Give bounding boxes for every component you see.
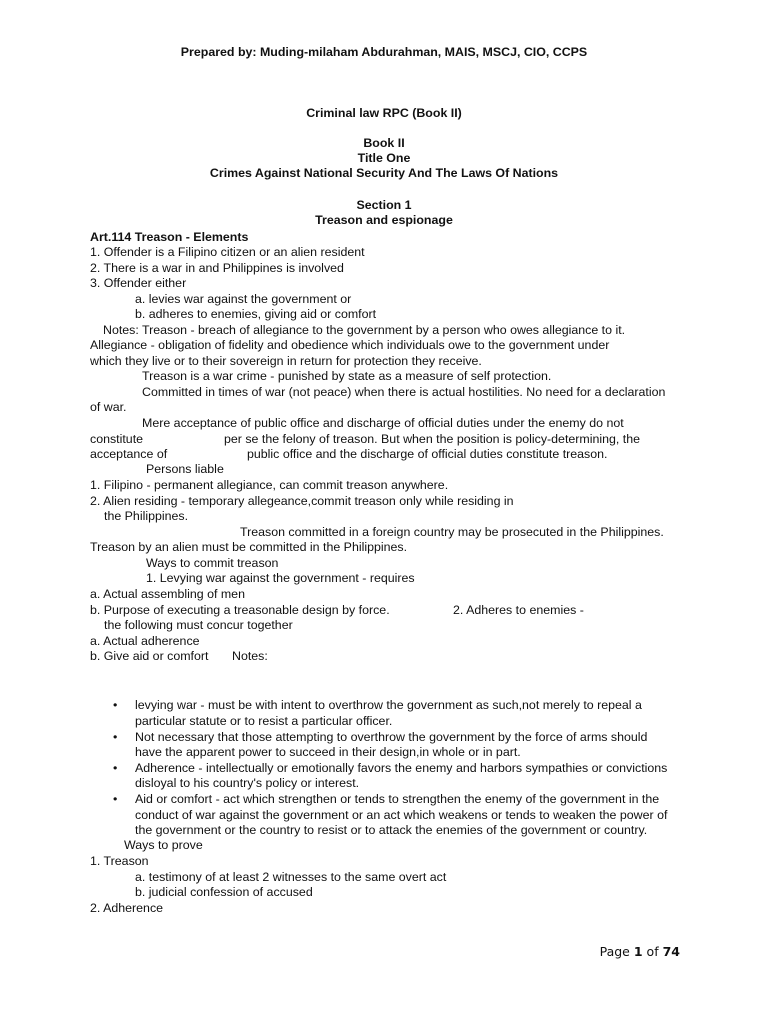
crimes-heading: Crimes Against National Security And The Laws Of Nations xyxy=(209,166,559,180)
person-1: 1. Filipino - permanent allegiance, can commit treason anywhere. xyxy=(90,478,449,492)
element-3a: a. levies war against the government or xyxy=(135,292,352,306)
element-3b: b. adheres to enemies, giving aid or comfort xyxy=(135,307,377,321)
section-name: Treason and espionage xyxy=(315,213,453,227)
foreign-country-line: Treason committed in a foreign country may be prosecuted in the Philippines. xyxy=(240,525,664,539)
way-2: 2. Adheres to enemies - xyxy=(453,603,584,617)
bullet-icon: • xyxy=(113,792,118,806)
bullet-2-line-2: have the apparent power to succeed in their design,in whole or in part. xyxy=(135,745,521,759)
bullet-1-line-2: particular statute or to resist a particular officer. xyxy=(135,714,393,728)
total-pages: 74 xyxy=(662,944,680,959)
page-number-footer xyxy=(600,944,680,959)
adherence-b: b. Give aid or comfort xyxy=(90,649,209,663)
prove-treason: 1. Treason xyxy=(90,854,149,868)
book-heading: Book II xyxy=(363,136,405,150)
adherence-a: a. Actual adherence xyxy=(90,634,200,648)
element-1: 1. Offender is a Filipino citizen or an alien resident xyxy=(90,245,365,259)
element-2: 2. There is a war in and Philippines is involved xyxy=(90,261,344,275)
concur-line: the following must concur together xyxy=(104,618,293,632)
persons-liable: Persons liable xyxy=(146,462,224,476)
bullet-icon: • xyxy=(113,730,118,744)
mere-acceptance-line-3b: public office and the discharge of official duties constitute treason. xyxy=(247,447,608,461)
article-heading: Art.114 Treason - Elements xyxy=(90,230,249,244)
mere-acceptance-line-2b: per se the felony of treason. But when the position is policy-determining, the xyxy=(224,432,641,446)
ways-to-commit: Ways to commit treason xyxy=(146,556,279,570)
bullet-1-line-1: levying war - must be with intent to overthrow the government as such,not merely to repeal a xyxy=(135,698,642,712)
ways-to-prove: Ways to prove xyxy=(124,838,203,852)
bullet-icon: • xyxy=(113,761,118,775)
section-heading: Section 1 xyxy=(356,198,412,212)
current-page: 1 xyxy=(633,944,643,959)
notes-label: Notes: xyxy=(232,649,268,663)
mere-acceptance-line-3a: acceptance of xyxy=(90,447,168,461)
way-1b: b. Purpose of executing a treasonable design by force. xyxy=(90,603,390,617)
allegiance-line-1: Allegiance - obligation of fidelity and obedience which individuals owe to the government under xyxy=(90,338,610,352)
prepared-by: Prepared by: Muding-milaham Abdurahman, MAIS, MSCJ, CIO, CCPS xyxy=(180,45,588,59)
way-1: 1. Levying war against the government - requires xyxy=(146,571,415,585)
times-of-war-line-1: Committed in times of war (not peace) when there is actual hostilities. No need for a declaration xyxy=(142,385,666,399)
title-heading: Title One xyxy=(357,151,411,165)
notes-treason: Notes: Treason - breach of allegiance to the government by a person who owes allegiance to it. xyxy=(103,323,626,337)
mere-acceptance-line-2a: constitute xyxy=(90,432,144,446)
prove-treason-b: b. judicial confession of accused xyxy=(135,885,313,899)
war-crime-line: Treason is a war crime - punished by state as a measure of self protection. xyxy=(142,369,552,383)
person-2: 2. Alien residing - temporary allegeance,commit treason only while residing in xyxy=(90,494,514,508)
alien-line: Treason by an alien must be committed in the Philippines. xyxy=(90,540,408,554)
page-word: Page xyxy=(599,944,630,959)
mere-acceptance-line-1: Mere acceptance of public office and discharge of official duties under the enemy do not xyxy=(142,416,624,430)
of-word: of xyxy=(646,944,659,959)
way-1a: a. Actual assembling of men xyxy=(90,587,245,601)
bullet-4-line-3: the government or the country to resist or to attack the enemies of the government or country. xyxy=(135,823,648,837)
person-2-cont: the Philippines. xyxy=(104,509,189,523)
allegiance-line-2: which they live or to their sovereign in return for protection they receive. xyxy=(90,354,482,368)
times-of-war-line-2: of war. xyxy=(90,400,127,414)
bullet-4-line-1: Aid or comfort - act which strengthen or tends to strengthen the enemy of the government in the xyxy=(135,792,660,806)
element-3: 3. Offender either xyxy=(90,276,187,290)
bullet-3-line-2: disloyal to his country's policy or interest. xyxy=(135,776,360,790)
doc-title: Criminal law RPC (Book II) xyxy=(306,106,462,120)
prove-treason-a: a. testimony of at least 2 witnesses to the same overt act xyxy=(135,870,447,884)
bullet-2-line-1: Not necessary that those attempting to overthrow the government by the force of arms should xyxy=(135,730,648,744)
bullet-3-line-1: Adherence - intellectually or emotionally favors the enemy and harbors sympathies or convictions xyxy=(135,761,668,775)
prove-adherence: 2. Adherence xyxy=(90,901,164,915)
bullet-4-line-2: conduct of war against the government or an act which weakens or tends to weaken the power of xyxy=(135,808,668,822)
bullet-icon: • xyxy=(113,698,118,712)
